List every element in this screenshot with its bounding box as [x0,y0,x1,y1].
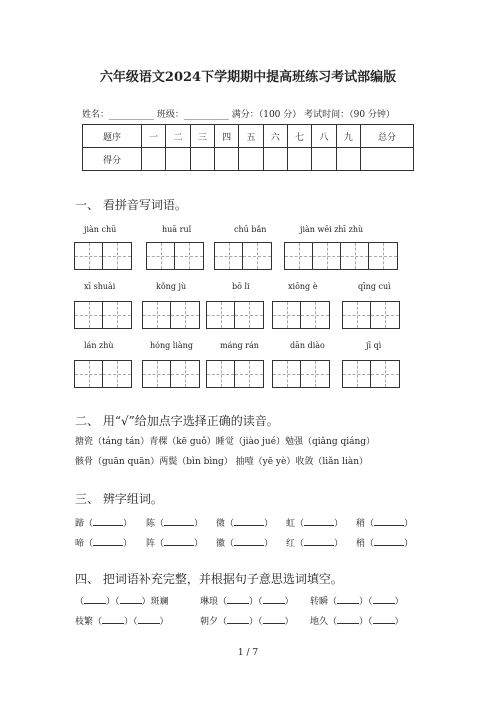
pinyin-label: dān diào [290,341,325,350]
word-group-item[interactable]: 虹（ ） [286,519,344,529]
writing-box[interactable] [142,360,200,388]
score-header-cell: 五 [239,125,263,148]
score-cell[interactable] [312,148,336,171]
idiom-item[interactable]: 转瞬（ ）（ ） [310,597,404,607]
score-row-label: 得分 [83,148,142,171]
word-group-item[interactable]: 稍（ ） [356,519,414,529]
pinyin-label: huā ruǐ [162,225,192,234]
score-table-score-row [83,148,414,171]
score-cell[interactable] [166,148,190,171]
pinyin-label: jī qì [366,341,382,350]
pinyin-label: chū bǎn [234,225,267,234]
page-title: 六年级语文2024下学期期中提高班练习考试部编版 [99,70,397,85]
score-header-cell: 九 [336,125,360,148]
score-cell[interactable] [142,148,166,171]
word-group-item[interactable]: 徽（ ） [216,539,274,549]
line-prefix: 搪 [75,437,85,447]
writing-box[interactable] [74,301,132,329]
student-info-line: 姓名：__________ 班级：__________ 满分：（100 分） 考试时间：（90 分钟） [82,110,395,120]
score-cell[interactable] [336,148,360,171]
section-2-heading: 二、 用“√”给加点字选择正确的读音。 [75,414,279,428]
word-group-item[interactable]: 蹄（ ） [75,519,133,529]
word-group-item[interactable]: 微（ ） [216,519,274,529]
score-header-cell: 总分 [361,125,414,148]
score-cell[interactable] [190,148,214,171]
score-header-cell: 七 [287,125,311,148]
idiom-item[interactable]: 枝繁（ ）（ ） [75,617,169,627]
pinyin-label: kǒng jù [156,282,187,291]
line-text: 瓷（táng tán）青稞（kē guǒ）睡觉（jiào jué）勉强（qiǎng qiáng） [84,437,376,447]
word-group-item[interactable]: 陈（ ） [146,519,204,529]
writing-box[interactable] [272,360,330,388]
page-number: 1 / 7 [237,648,259,658]
pinyin-label: máng rán [220,341,259,350]
score-header-cell: 三 [190,125,214,148]
pinyin-label: jiàn chū [84,225,117,234]
writing-box[interactable] [146,242,204,270]
writing-box[interactable] [206,360,264,388]
writing-box[interactable] [142,301,200,329]
writing-box[interactable] [74,360,132,388]
idiom-item[interactable]: （ ）（ ）斑斓 [75,597,169,607]
pinyin-label: lán zhù [84,341,114,350]
pinyin-label: hóng liàng [150,341,193,350]
score-header-cell: 四 [214,125,238,148]
word-group-item[interactable]: 阵（ ） [146,539,204,549]
word-group-item[interactable]: 啼（ ） [75,539,133,549]
score-header-cell: 二 [166,125,190,148]
score-table-header-row [83,125,414,148]
score-cell[interactable] [214,148,238,171]
section-3-heading: 三、 辨字组词。 [75,492,163,506]
writing-box[interactable] [214,242,272,270]
idiom-item[interactable]: 地久（ ）（ ） [310,617,404,627]
writing-box[interactable] [206,301,264,329]
word-group-item[interactable]: 梢（ ） [356,539,414,549]
score-table [82,124,414,171]
writing-box[interactable] [342,360,400,388]
score-header-cell: 六 [263,125,287,148]
score-cell[interactable] [239,148,263,171]
idiom-item[interactable]: 琳琅（ ）（ ） [200,597,294,607]
score-header-cell: 八 [312,125,336,148]
pinyin-label: xī shuài [84,282,116,291]
pinyin-label: jiàn wēi zhī zhù [300,225,364,234]
section-1-heading: 一、 看拼音写词语。 [75,198,187,212]
word-group-item[interactable]: 红（ ） [286,539,344,549]
pronunciation-line-1 [75,434,375,447]
score-cell[interactable] [263,148,287,171]
idiom-item[interactable]: 朝夕（ ）（ ） [200,617,294,627]
score-cell[interactable] [361,148,414,171]
writing-box[interactable] [342,301,400,329]
score-cell[interactable] [287,148,311,171]
score-header-cell: 一 [142,125,166,148]
pinyin-label: bō li [232,282,250,291]
section-4-heading: 四、 把词语补充完整，并根据句子意思选词填空。 [75,572,343,586]
pinyin-label: qīng cuì [358,282,391,291]
writing-box[interactable] [74,242,132,270]
writing-box[interactable] [272,301,330,329]
pinyin-label: xiōng è [288,282,318,291]
pronunciation-line-2: 骸骨（guān quān）两鬓（bìn bìng） 抽噎（yē yè）收敛（liǎn liàn） [75,457,369,467]
writing-box[interactable] [284,242,398,270]
score-header-cell: 题序 [83,125,142,148]
